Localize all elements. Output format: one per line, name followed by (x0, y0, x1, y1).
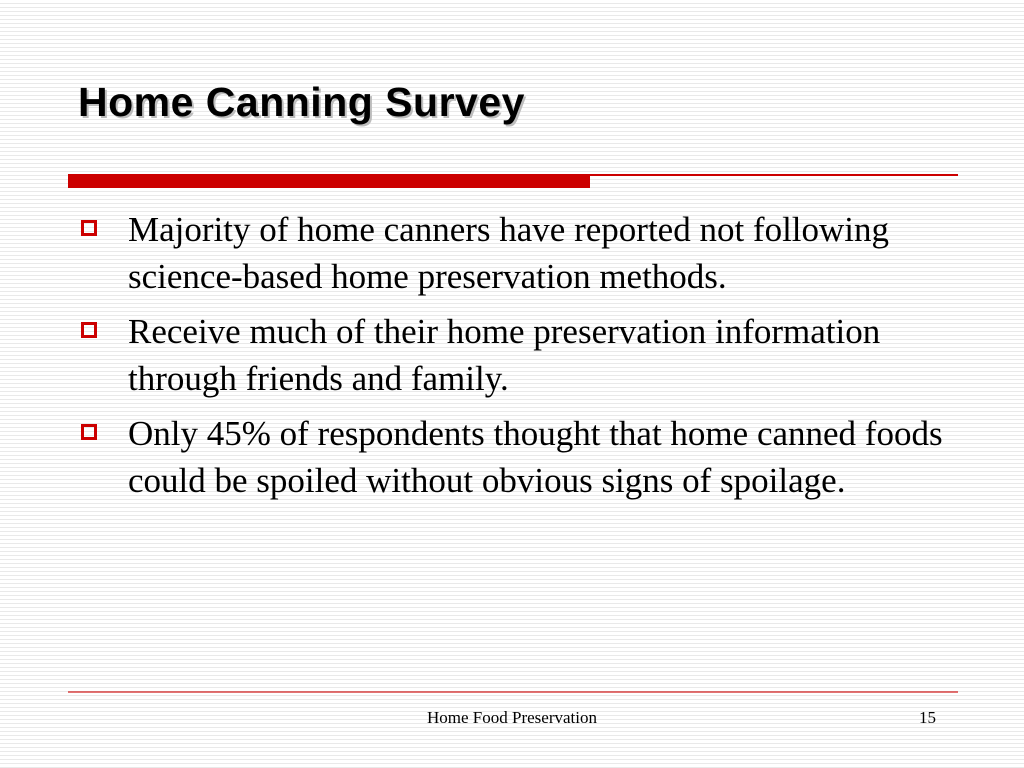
square-bullet-icon (81, 220, 97, 236)
footer-divider (68, 691, 958, 693)
title-divider-thin (590, 174, 958, 176)
bullet-item (78, 308, 958, 402)
bullet-list (78, 206, 958, 512)
title-divider (68, 174, 958, 188)
footer-title: Home Food Preservation (427, 708, 597, 727)
square-bullet-icon (81, 322, 97, 338)
bullet-text: Receive much of their home preservation information through friends and family. (128, 312, 881, 398)
bullet-text: Majority of home canners have reported not following science-based home preservation methods. (128, 210, 890, 296)
square-bullet-icon (81, 424, 97, 440)
page-number: 15 (919, 708, 936, 727)
bullet-item (78, 206, 958, 300)
title-divider-thick (68, 174, 590, 188)
bullet-item (78, 410, 958, 504)
slide-title: Home Canning Survey (78, 79, 525, 125)
bullet-text: Only 45% of respondents thought that home canned foods could be spoiled without obvious signs of spoilage. (128, 414, 943, 500)
